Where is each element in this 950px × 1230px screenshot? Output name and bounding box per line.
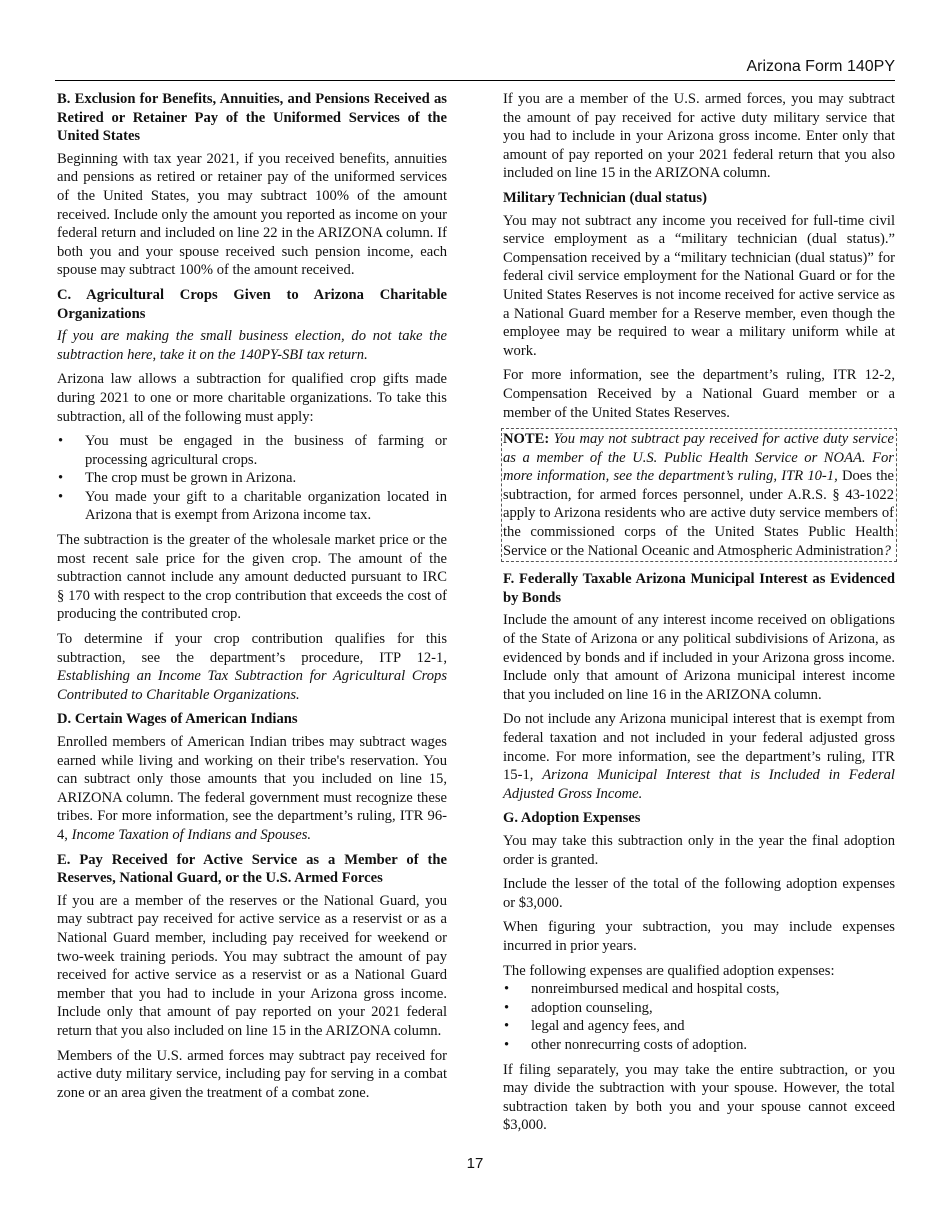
section-g-heading: G. Adoption Expenses <box>503 810 641 827</box>
military-technician-paragraph-1: You may not subtract any income you received for full-time civil service employment as a “military technician (dual status).” Compensation received by a “military technician (dual status)” for federal civil service employment for the National Guard or for the United States Reserves is not income received for active service as a National Guard member for a Reserve member, even though the employee may be required to wear a military uniform while at work. <box>503 212 895 359</box>
section-g-paragraph-1: You may take this subtraction only in the year the final adoption order is granted. <box>503 832 895 868</box>
section-f-paragraph-2 <box>503 710 895 803</box>
header-rule <box>55 80 895 81</box>
section-d-heading: D. Certain Wages of American Indians <box>57 711 298 728</box>
page-number: 17 <box>466 1155 484 1172</box>
section-g-paragraph-3: When figuring your subtraction, you may include expenses incurred in prior years. <box>503 919 895 954</box>
military-technician-heading: Military Technician (dual status) <box>503 189 707 206</box>
section-f-paragraph-1: Include the amount of any interest income received on obligations of the State of Arizona or any political subdivisions of Arizona, as evidenced by bonds and if included in your Arizona gross income. Include only that amount of Arizona municipal interest income that you included on line 16 in the ARIZONA column. <box>503 612 895 703</box>
section-e-paragraph-3: If you are a member of the U.S. armed forces, you may subtract the amount of pay received for active duty military service that you had to include in your Arizona gross income. Enter only that amount of pay reported on your 2021 federal return that you also included on line 15 in the ARIZONA column. <box>503 91 895 182</box>
note-italic-text: You may not subtract pay received for active duty service as a member of the U.S. Public Health Service or NOAA. For more information, see the department’s ruling, ITR 10-1, <box>503 431 894 485</box>
form-title: Arizona Form 140PY <box>746 58 895 75</box>
section-e-paragraph-1: If you are a member of the reserves or the National Guard, you may subtract pay received for active service as a reservist or as a National Guard member, including pay received for weekend or two-week training periods. You may subtract the amount of pay received for active service as a reservist or as a National Guard member that you had to include in your Arizona gross income. Include only that amount of pay reported on your 2021 federal return that you also included on line 15 in the ARIZONA column. <box>57 892 447 1039</box>
list-item: • The crop must be grown in Arizona. <box>57 469 447 488</box>
note-box <box>501 428 897 562</box>
section-g-paragraph-2: Include the lesser of the total of the following adoption expenses or $3,000. <box>503 876 895 911</box>
section-c-heading: C. Agricultural Crops Given to Arizona Charitable Organizations <box>57 286 447 322</box>
section-c-requirements-list <box>57 432 447 525</box>
section-e-paragraph-2: Members of the U.S. armed forces may subtract pay received for active duty military service, including pay for serving in a combat zone or an area given the treatment of a combat zone. <box>57 1047 447 1101</box>
section-c-paragraph-2: The subtraction is the greater of the wholesale market price or the most recent sale price for the given crop. The amount of the subtraction cannot include any amount deducted pursuant to IRC § 170 with respect to the crop contribution that exceeds the cost of producing the contributed crop. <box>57 532 447 623</box>
note-text: Does the subtraction, for armed forces personnel, under A.R.S. § 43-1022 apply to Arizona residents who are active duty service members of the commissioned corps of the United States Public Health Service or the National Oceanic and Atmospheric Administration <box>503 468 894 559</box>
section-g-paragraph-5: If filing separately, you may take the entire subtraction, or you may divide the subtraction with your spouse. However, the total subtraction taken by both you and your spouse cannot exceed $3,000. <box>503 1061 895 1134</box>
section-c-paragraph-1: Arizona law allows a subtraction for qualified crop gifts made during 2021 to one or more charitable organizations. To take this subtraction, all of the following must apply: <box>57 371 447 425</box>
list-item: • adoption counseling, <box>503 999 895 1018</box>
section-b-heading: B. Exclusion for Benefits, Annuities, and Pensions Received as Retired or Retainer Pay of the Uniformed Services of the United States <box>57 91 447 145</box>
list-item: • You must be engaged in the business of farming or processing agricultural crops. <box>57 432 447 469</box>
adoption-expenses-list <box>503 980 895 1054</box>
note-paragraph <box>503 430 894 560</box>
list-item: • legal and agency fees, and <box>503 1017 895 1036</box>
note-end: ? <box>883 542 891 559</box>
section-f-paragraph-2-text: Do not include any Arizona municipal interest that is exempt from federal taxation and not included in your federal adjusted gross income. For more information, see the department’s ruling, ITR 15-1, <box>503 711 895 784</box>
list-item: • You made your gift to a charitable organization located in Arizona that is exempt from Arizona income tax. <box>57 488 447 525</box>
section-f-heading: F. Federally Taxable Arizona Municipal Interest as Evidenced by Bonds <box>503 571 895 606</box>
itp-12-1-title: Establishing an Income Tax Subtraction for Agricultural Crops Contributed to Charitable Organizations. <box>57 668 447 703</box>
section-e-heading: E. Pay Received for Active Service as a Member of the Reserves, National Guard, or the U.S. Armed Forces <box>57 851 447 887</box>
section-b-paragraph: Beginning with tax year 2021, if you received benefits, annuities and pensions as retired or retainer pay of the uniformed services of the United States, you may subtract 100% of the amount received. Include only the amount you reported as income on your federal return and included on line 22 in the ARIZONA column. If both you and your spouse received such pension income, each spouse may subtract 100% of the amount received. <box>57 150 447 279</box>
section-d-paragraph <box>57 733 447 845</box>
list-item: • other nonrecurring costs of adoption. <box>503 1036 895 1055</box>
military-technician-paragraph-2: For more information, see the department’s ruling, ITR 12-2, Compensation Received by a National Guard member or a member of the United States Reserves. <box>503 367 895 421</box>
itr-15-1-title: Arizona Municipal Interest that is Included in Federal Adjusted Gross Income. <box>503 767 895 802</box>
list-item: • nonreimbursed medical and hospital costs, <box>503 980 895 999</box>
note-label: NOTE: <box>503 431 550 448</box>
right-column <box>503 90 895 1141</box>
left-column <box>57 90 447 1108</box>
section-g-paragraph-4: The following expenses are qualified adoption expenses: <box>503 962 835 979</box>
section-c-paragraph-3 <box>57 630 447 704</box>
section-c-election-note: If you are making the small business election, do not take the subtraction here, take it on the 140PY-SBI tax return. <box>57 328 447 363</box>
section-c-paragraph-3-text: To determine if your crop contribution qualifies for this subtraction, see the department’s procedure, ITP 12-1, <box>57 631 447 666</box>
itr-96-4-title: Income Taxation of Indians and Spouses. <box>71 826 312 843</box>
section-d-paragraph-text: Enrolled members of American Indian tribes may subtract wages earned while living and working on their tribe's reservation. You can subtract only those amounts that you included on line 15, ARIZONA column. The federal government must recognize these tribes. For more information, see the department’s ruling, ITR 96-4, <box>57 734 447 843</box>
